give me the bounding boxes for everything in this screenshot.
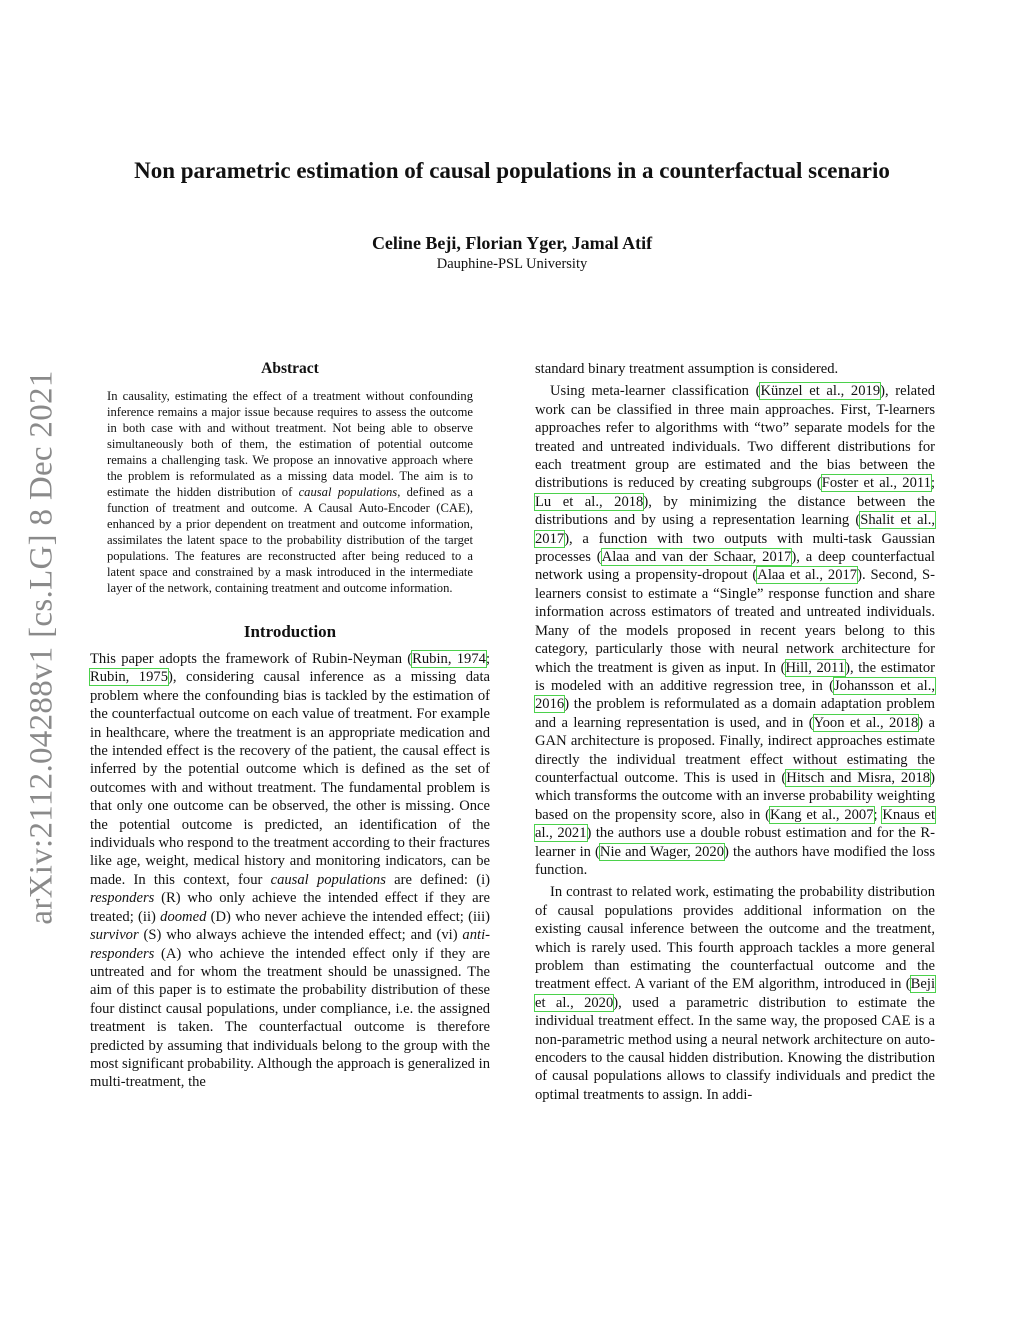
arxiv-identifier-text: arXiv:2112.04288v1 [cs.LG] 8 Dec 2021 [23,369,60,925]
citation-link[interactable]: Foster et al., 2011 [821,475,931,492]
arxiv-identifier [18,362,66,932]
citation-link[interactable]: Johansson et al., 2016 [535,677,935,713]
citation-link[interactable]: Hill, 2011 [785,659,846,676]
citation-link[interactable]: Alaa et al., 2017 [757,567,858,584]
citation-link[interactable]: Rubin, 1975 [90,669,168,686]
citation-link[interactable]: Yoon et al., 2018 [813,714,919,731]
citation-link[interactable]: Künzel et al., 2019 [760,383,881,400]
citation-link[interactable]: Knaus et al., 2021 [535,806,936,842]
introduction-heading: Introduction [243,622,337,641]
left-column [90,360,490,1092]
affiliation: Dauphine-PSL University [436,256,588,272]
citation-link[interactable]: Rubin, 1974 [412,651,486,667]
abstract-text: In causality, estimating the effect of a treatment without confounding inference remains a major issue because requires to assess the outcome in both case with and without treatment. Not being able to observe simultaneously both of them, the estimation of potential outcome remains a challenging task. We propose an innovative approach where the problem is reformulated as a missing data model. The aim is to estimate the hidden distribution of causal populations, defined as a function of treatment and outcome. A Causal Auto-Encoder (CAE), enhanced by a prior dependent on treatment and outcome information, assimilates the latent space to the probability distribution of the target populations. The features are reconstructed after being reduced to a latent space and constrained by a mask introduced in the intermediate layer of the network, containing treatment and outcome information. [107,389,474,595]
related-work-paragraph: Using meta-learner classification (Künzel et al., 2019), related work can be classified in three main approaches. First, T-learners approaches refer to algorithms with “two” separate models for the treated and untreated individuals. Two different distributions for each treatment group are estimated and the bias between the distributions is reduced by creating subgroups (Foster et al., 2011; Lu et al., 2018), by minimizing the distance between the distributions and by using a representation learning (Shalit et al., 2017), a function with two outputs with multi-task Gaussian processes (Alaa and van der Schaar, 2017), a deep counterfactual network using a propensity-dropout (Alaa et al., 2017). Second, S-learners consist to estimate a “Single” response function and share information across estimators of treated and untreated individuals. Many of the models proposed in recent years belong to this category, particularly those with neural network architecture for which the treatment is given as input. In (Hill, 2011), the estimator is modeled with an additive regression tree, in (Johansson et al., 2016) the problem is reformulated as a domain adaptation problem and a learning representation is used, and in (Yoon et al., 2018) a GAN architecture is proposed. Finally, indirect approaches estimate directly the individual treatment effect without estimating the counterfactual outcome. This is used in (Hitsch and Misra, 2018) which transforms the outcome with an inverse probability weighting based on the propensity score, also in (Kang et al., 2007; Knaus et al., 2021) the authors use a double robust estimation and for the R-learner in (Nie and Wager, 2020) the authors have modified the loss function. [535,383,936,878]
citation-link[interactable]: Nie and Wager, 2020 [599,843,725,860]
paper-title: Non parametric estimation of causal populations in a counterfactual scenario [134,158,890,183]
citation-link[interactable]: Hitsch and Misra, 2018 [786,769,931,786]
citation-link[interactable]: Alaa and van der Schaar, 2017 [601,549,792,566]
introduction-paragraph: This paper adopts the framework of Rubin-Neyman (Rubin, 1974; Rubin, 1975), considering causal inference as a missing data problem where the confounding bias is tackled by the estimation of the counterfactual outcome on each value of treatment. For example in healthcare, where the treatment is an appropriate medication and the intended effect is the recovery of the patient, the causal effect is inferred by the potential outcome which is defined as the set of outcomes with and without treatment. The fundamental problem is that only one outcome can be observed, the other is missing. Once the potential outcome is predicted, an identification of the individuals who respond to the treatment according to their fractures like age, weight, medical history and monitoring indicators, can be made. In this context, four causal populations are defined: (i) responders (R) who only achieve the intended effect if they are treated; (ii) doomed (D) who never achieve the intended effect; (iii) survivor (S) who always achieve the intended effect; and (vi) anti-responders (A) who achieve the intended effect only if they are untreated and for whom the treatment should be unassigned. The aim of this paper is to estimate the probability distribution of these four distinct causal populations, under compliance, i.e. the assigned treatment is taken. The counterfactual outcome is therefore predicted by assuming that individuals belong to the group with the most significant probability. Although the approach is generalized in multi-treatment, the [90,651,490,1091]
right-column [535,360,935,1104]
citation-link[interactable]: Beji et al., 2020 [535,976,935,1011]
citation-link[interactable]: Kang et al., 2007 [769,806,874,823]
author-list: Celine Beji, Florian Yger, Jamal Atif [371,233,653,253]
citation-link[interactable]: Shalit et al., 2017 [535,512,935,547]
continued-paragraph: standard binary treatment assumption is considered. [535,361,839,377]
citation-link[interactable]: Lu et al., 2018 [535,493,644,510]
abstract-heading: Abstract [261,360,319,377]
contribution-paragraph: In contrast to related work, estimating the probability distribution of causal populations provides additional information on the existing causal inference between the outcome and the treatment, which is rarely used. This fourth approach tackles a more general problem than estimating the counterfactual outcome and the treatment effect. A variant of the EM algorithm, introduced in (Beji et al., 2020), used a parametric distribution to estimate the individual treatment effect. In the same way, the proposed CAE is a non-parametric method using a neural network architecture on auto-encoders to the causal hidden distribution. Knowing the distribution of causal populations allows to classify individuals and predict the optimal treatments to assign. In addi- [535,884,935,1103]
